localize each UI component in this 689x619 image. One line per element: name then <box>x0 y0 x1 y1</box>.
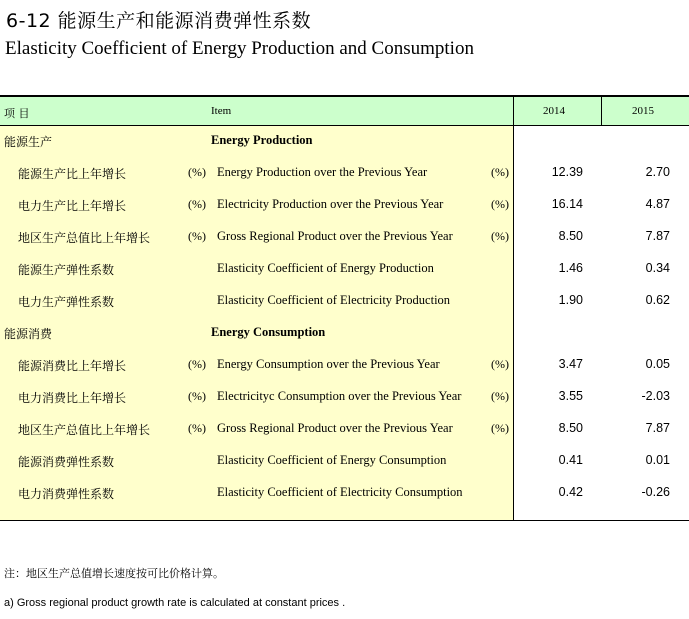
header-year-2014: 2014 <box>543 105 565 117</box>
table-row <box>0 124 689 156</box>
row-unit-en: (%) <box>491 197 509 211</box>
row-value-2014: 12.39 <box>551 165 583 179</box>
table-row <box>0 188 689 220</box>
row-unit-en: (%) <box>491 389 509 403</box>
row-value-2015: 7.87 <box>645 421 670 435</box>
row-label-en: Electricityc Consumption over the Previous Year <box>217 389 462 403</box>
row-value-2015: 0.34 <box>645 261 670 275</box>
row-label-en: Gross Regional Product over the Previous Year <box>217 421 453 435</box>
row-label-en: Energy Consumption over the Previous Year <box>217 357 440 371</box>
row-value-2015: -0.26 <box>641 485 670 499</box>
row-value-2014: 8.50 <box>558 229 583 243</box>
row-unit-cn: (%) <box>188 389 206 403</box>
header-item-cn: 项 目 <box>4 107 30 120</box>
row-value-2015: 4.87 <box>645 197 670 211</box>
row-label-cn: 地区生产总值比上年增长 <box>18 423 151 437</box>
table-row <box>0 252 689 284</box>
page-title-en: Elasticity Coefficient of Energy Production and Consumption <box>5 38 474 59</box>
row-label-en: Elasticity Coefficient of Electricity Consumption <box>217 485 463 499</box>
row-value-2014: 1.46 <box>558 261 583 275</box>
row-unit-en: (%) <box>491 421 509 435</box>
table-row <box>0 348 689 380</box>
header-year-2015: 2015 <box>632 105 654 117</box>
row-label-en: Energy Production over the Previous Year <box>217 165 428 179</box>
row-label-cn: 能源消费比上年增长 <box>18 359 127 373</box>
row-value-2015: -2.03 <box>641 389 670 403</box>
row-label-cn: 能源生产比上年增长 <box>18 167 127 181</box>
table-row <box>0 316 689 348</box>
row-unit-en: (%) <box>491 357 509 371</box>
footnote-en: a) Gross regional product growth rate is calculated at constant prices . <box>4 597 346 609</box>
row-unit-cn: (%) <box>188 165 206 179</box>
row-label-cn: 电力消费弹性系数 <box>18 487 115 501</box>
row-label-en: Elasticity Coefficient of Energy Consumption <box>217 453 447 467</box>
header-divider <box>601 97 602 126</box>
row-label-cn: 能源生产 <box>4 135 53 149</box>
page-title-cn: 6-12 能源生产和能源消费弹性系数 <box>6 10 312 32</box>
row-unit-cn: (%) <box>188 229 206 243</box>
row-value-2015: 2.70 <box>645 165 670 179</box>
row-value-2015: 7.87 <box>645 229 670 243</box>
row-label-en: Elasticity Coefficient of Electricity Production <box>217 293 451 307</box>
table-bottom-rule <box>0 520 689 521</box>
table-row <box>0 156 689 188</box>
row-value-2014: 8.50 <box>558 421 583 435</box>
row-value-2014: 0.41 <box>558 453 583 467</box>
row-unit-en: (%) <box>491 165 509 179</box>
row-label-cn: 能源消费弹性系数 <box>18 455 115 469</box>
row-value-2014: 3.47 <box>558 357 583 371</box>
row-value-2015: 0.62 <box>645 293 670 307</box>
row-label-cn: 电力消费比上年增长 <box>18 391 127 405</box>
row-value-2014: 3.55 <box>558 389 583 403</box>
table-row <box>0 220 689 252</box>
row-value-2015: 0.01 <box>645 453 670 467</box>
table-row <box>0 476 689 508</box>
row-value-2014: 0.42 <box>558 485 583 499</box>
row-label-cn: 能源消费 <box>4 327 53 341</box>
row-label-cn: 地区生产总值比上年增长 <box>18 231 151 245</box>
table-row <box>0 412 689 444</box>
row-label-en: Gross Regional Product over the Previous Year <box>217 229 453 243</box>
row-label-en: Electricity Production over the Previous Year <box>217 197 444 211</box>
row-unit-cn: (%) <box>188 197 206 211</box>
row-unit-en: (%) <box>491 229 509 243</box>
data-table <box>0 95 689 521</box>
row-value-2014: 16.14 <box>551 197 583 211</box>
row-value-2014: 1.90 <box>558 293 583 307</box>
footnote-cn: 注：地区生产总值增长速度按可比价格计算。 <box>4 567 224 580</box>
row-label-cn: 能源生产弹性系数 <box>18 263 115 277</box>
row-label-en: Energy Consumption <box>211 325 326 339</box>
row-label-cn: 电力生产弹性系数 <box>18 295 115 309</box>
row-label-en: Energy Production <box>211 133 313 147</box>
row-label-cn: 电力生产比上年增长 <box>18 199 127 213</box>
header-divider <box>513 97 514 126</box>
row-unit-cn: (%) <box>188 357 206 371</box>
row-value-2015: 0.05 <box>645 357 670 371</box>
table-row <box>0 444 689 476</box>
table-row <box>0 284 689 316</box>
row-label-en: Elasticity Coefficient of Energy Production <box>217 261 434 275</box>
row-unit-cn: (%) <box>188 421 206 435</box>
table-row <box>0 380 689 412</box>
header-item-en: Item <box>211 105 232 117</box>
table-header <box>0 95 689 126</box>
